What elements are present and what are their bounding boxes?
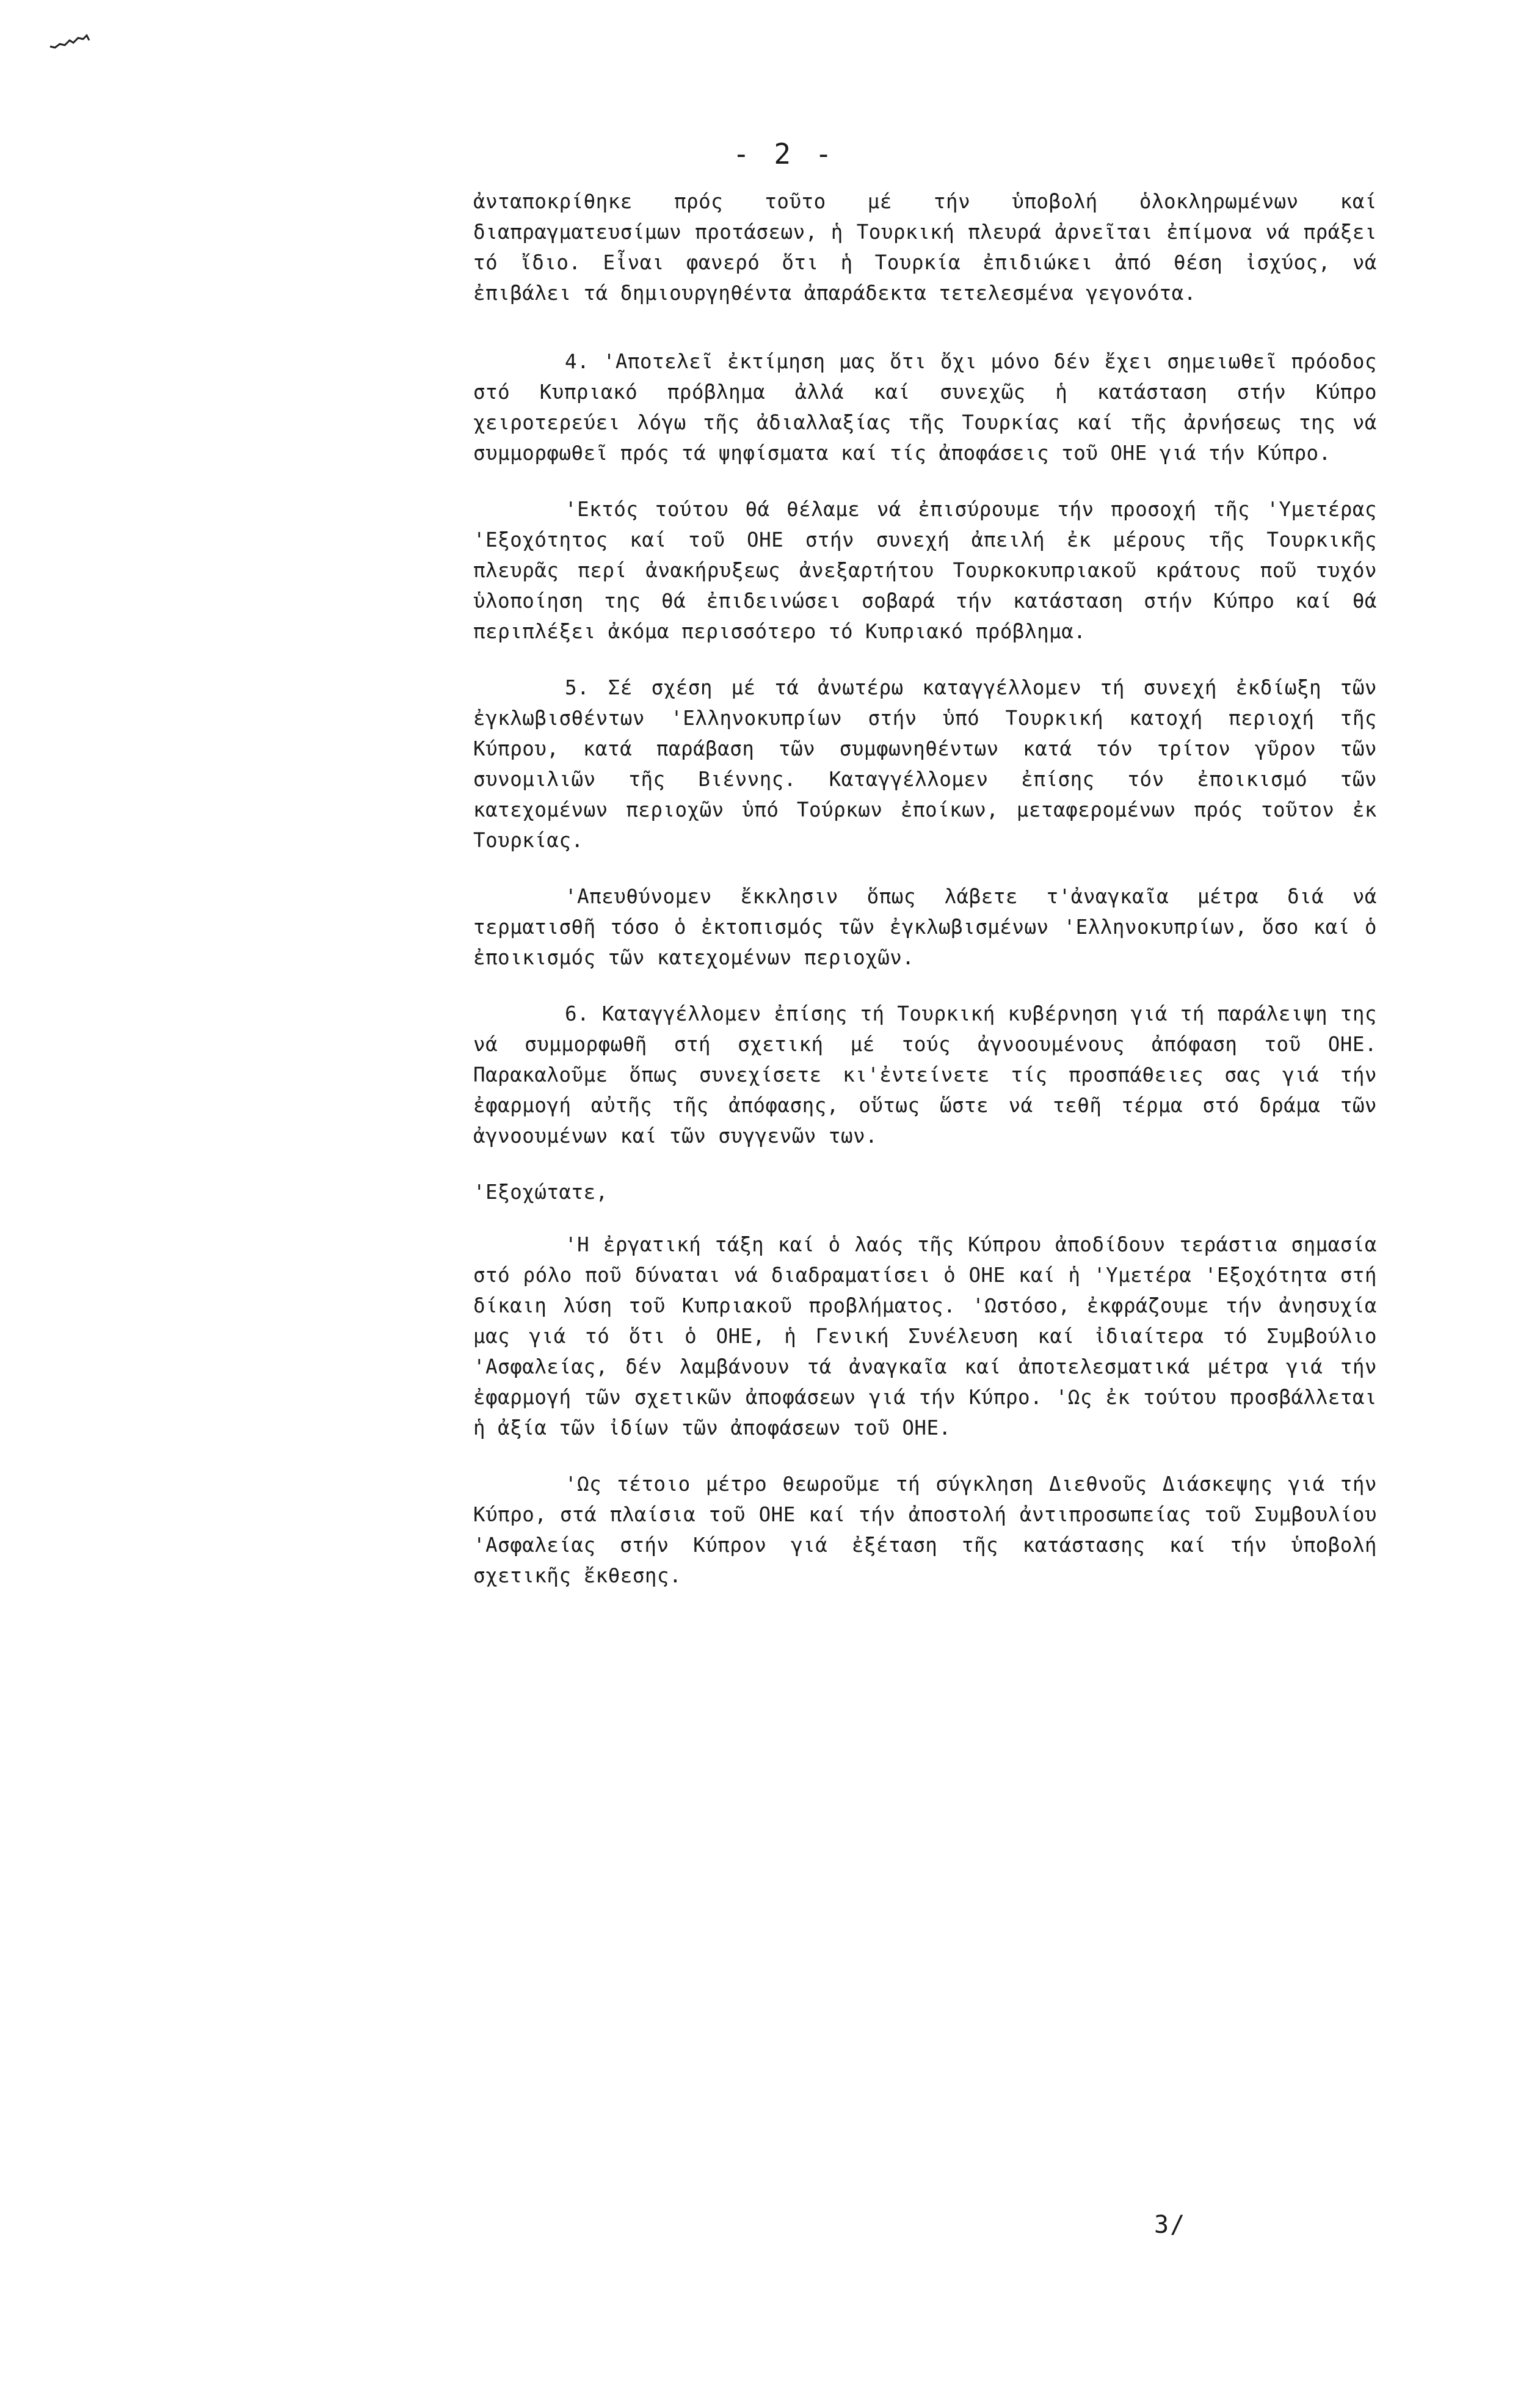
letter-body xyxy=(473,186,1377,1617)
page-number: - 2 - xyxy=(733,137,836,170)
paragraph-continuation: ἀνταποκρίθηκε πρός τοῦτο μέ τήν ὑποβολή ὁλοκληρωμένων καί διαπραγματευσίμων προτάσεων, ἡ Τουρκική πλευρά ἀρνεῖται ἐπίμονα νά πράξει τό ἴδιο. Εἶναι φανερό ὅτι ἡ Τουρκία ἐπιδιώκει ἀπό θέση ἰσχύος, νά ἐπιβάλει τά δημιουργηθέντα ἀπαράδεκτα τετελεσμένα γεγονότα. xyxy=(473,190,1377,305)
paragraph-separatist-threat: 'Εκτός τούτου θά θέλαμε νά ἐπισύρουμε τήν προσοχή τῆς 'Υμετέρας 'Εξοχότητος καί τοῦ ΟΗΕ στήν συνεχή ἀπειλή ἐκ μέρους τῆς Τουρκικῆς πλευρᾶς περί ἀνακήρυξεως ἀνεξαρτήτου Τουρκοκυπριακοῦ κράτους ποῦ τυχόν ὑλοποίηση της θά ἐπιδεινώσει σοβαρά τήν κατάσταση στήν Κύπρο καί θά περιπλέξει ἀκόμα περισσότερο τό Κυπριακό πρόβλημα. xyxy=(473,498,1377,643)
salutation: 'Εξοχώτατε, xyxy=(473,1181,608,1204)
continuation-marker: 3/ xyxy=(1154,2211,1186,2239)
paragraph-4: 4. 'Αποτελεῖ ἐκτίμηση μας ὅτι ὄχι μόνο δέν ἔχει σημειωθεῖ πρόοδος στό Κυπριακό πρόβλημα ἀλλά καί συνεχῶς ἡ κατάσταση στήν Κύπρο χειροτερεύει λόγω τῆς ἀδιαλλαξίας τῆς Τουρκίας καί τῆς ἀρνήσεως της νά συμμορφωθεῖ πρός τά ψηφίσματα καί τίς ἀποφάσεις τοῦ ΟΗΕ γιά τήν Κύπρο. xyxy=(473,350,1377,465)
paragraph-appeal: 'Απευθύνομεν ἔκκλησιν ὅπως λάβετε τ'ἀναγκαῖα μέτρα διά νά τερματισθῆ τόσο ὁ ἐκτοπισμός τῶν ἐγκλωβισμένων 'Ελληνοκυπρίων, ὅσο καί ὁ ἐποικισμός τῶν κατεχομένων περιοχῶν. xyxy=(473,885,1377,969)
paragraph-6: 6. Καταγγέλλομεν ἐπίσης τή Τουρκική κυβέρνηση γιά τή παράλειψη της νά συμμορφωθῆ στή σχετική μέ τούς ἀγνοουμένους ἀπόφαση τοῦ ΟΗΕ. Παρακαλοῦμε ὅπως συνεχίσετε κι'ἐντείνετε τίς προσπάθειες σας γιά τήν ἐφαρμογή αὐτῆς τῆς ἀπόφασης, οὕτως ὥστε νά τεθῆ τέρμα στό δράμα τῶν ἀγνοουμένων καί τῶν συγγενῶν των. xyxy=(473,1002,1377,1148)
paragraph-conference: 'Ως τέτοιο μέτρο θεωροῦμε τή σύγκληση Διεθνοῦς Διάσκεψης γιά τήν Κύπρο, στά πλαίσια τοῦ ΟΗΕ καί τήν ἀποστολή ἀντιπροσωπείας τοῦ Συμβουλίου 'Ασφαλείας στήν Κύπρον γιά ἐξέταση τῆς κατάστασης καί τήν ὑποβολή σχετικῆς ἔκθεσης. xyxy=(473,1472,1377,1587)
scribble-mark xyxy=(49,32,92,50)
paragraph-5: 5. Σέ σχέση μέ τά ἀνωτέρω καταγγέλλομεν τή συνεχή ἐκδίωξη τῶν ἐγκλωβισθέντων 'Ελληνοκυπρίων στήν ὑπό Τουρκική κατοχή περιοχή τῆς Κύπρου, κατά παράβαση τῶν συμφωνηθέντων κατά τόν τρίτον γῦρον τῶν συνομιλιῶν τῆς Βιέννης. Καταγγέλλομεν ἐπίσης τόν ἐποικισμό τῶν κατεχομένων περιοχῶν ὑπό Τούρκων ἐποίκων, μεταφερομένων πρός τοῦτον ἐκ Τουρκίας. xyxy=(473,676,1377,852)
paragraph-un-role: 'Η ἐργατική τάξη καί ὁ λαός τῆς Κύπρου ἀποδίδουν τεράστια σημασία στό ρόλο ποῦ δύναται νά διαδραματίσει ὁ ΟΗΕ καί ἡ 'Υμετέρα 'Εξοχότητα στή δίκαιη λύση τοῦ Κυπριακοῦ προβλήματος. 'Ωστόσο, ἐκφράζουμε τήν ἀνησυχία μας γιά τό ὅτι ὁ ΟΗΕ, ἡ Γενική Συνέλευση καί ἰδιαίτερα τό Συμβούλιο 'Ασφαλείας, δέν λαμβάνουν τά ἀναγκαῖα καί ἀποτελεσματικά μέτρα γιά τήν ἐφαρμογή τῶν σχετικῶν ἀποφάσεων γιά τήν Κύπρο. 'Ως ἐκ τούτου προσβάλλεται ἡ ἀξία τῶν ἰδίων τῶν ἀποφάσεων τοῦ ΟΗΕ. xyxy=(473,1233,1377,1439)
